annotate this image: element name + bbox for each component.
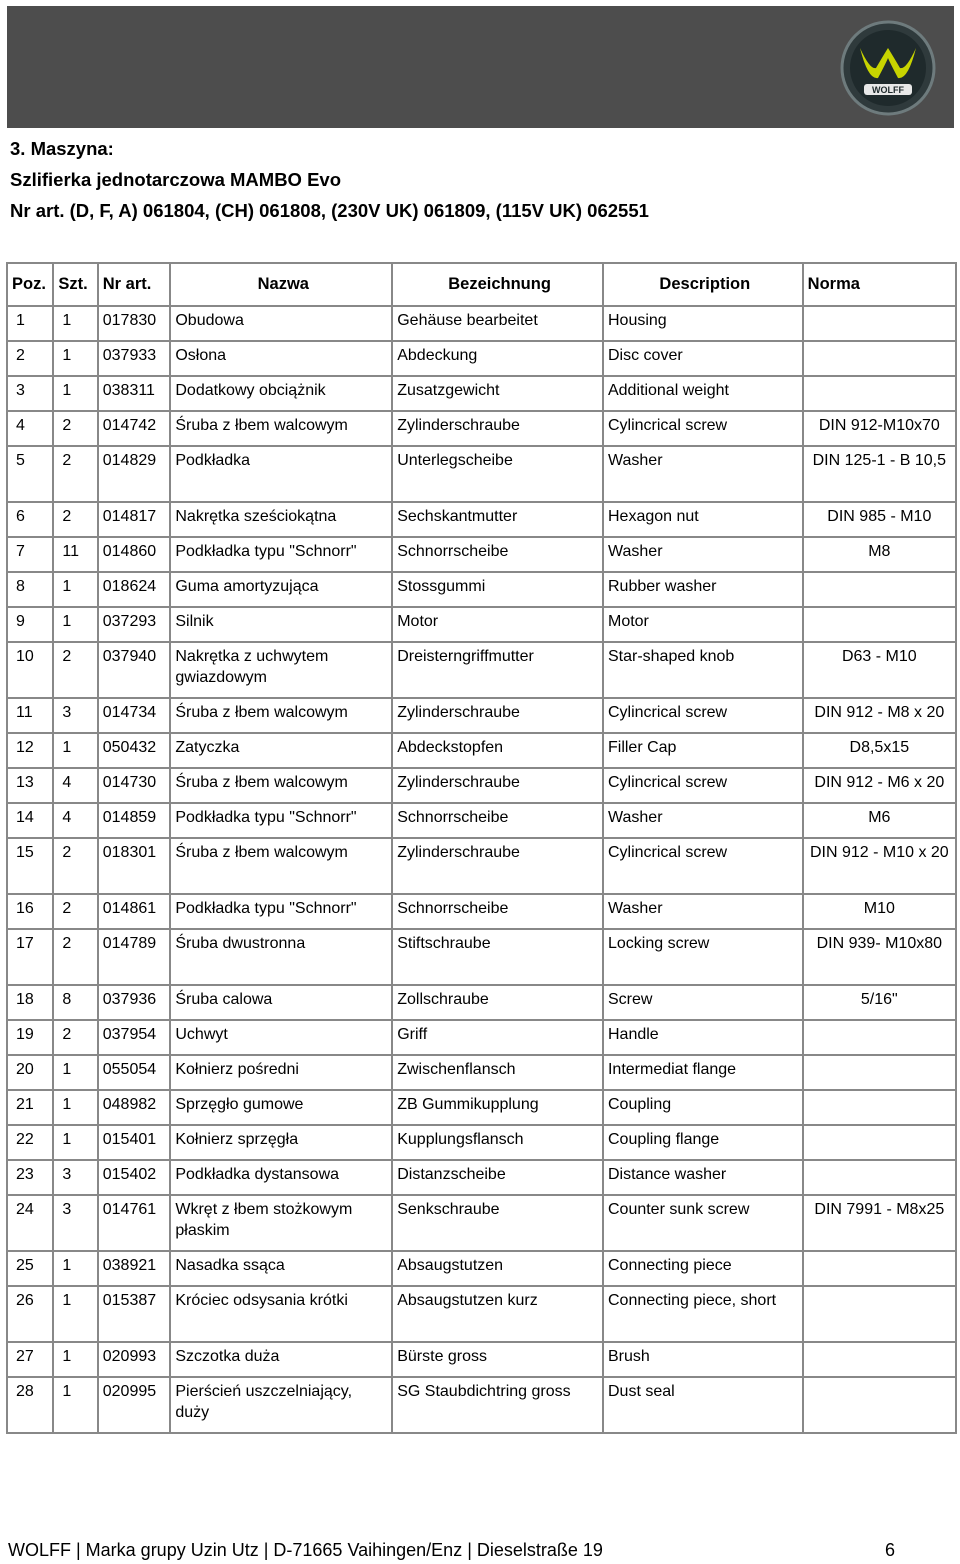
table-row (7, 985, 956, 1020)
cell-en: Connecting piece (603, 1251, 803, 1286)
table-row (7, 537, 956, 572)
cell-qty: 3 (53, 1160, 97, 1195)
cell-de: Schnorrscheibe (392, 894, 603, 929)
cell-pos: 3 (7, 376, 53, 411)
cell-de: Zylinderschraube (392, 768, 603, 803)
table-row (7, 1286, 956, 1342)
cell-art: 020995 (98, 1377, 171, 1433)
cell-qty: 2 (53, 838, 97, 894)
cell-norm (803, 572, 956, 607)
cell-qty: 1 (53, 733, 97, 768)
cell-en: Brush (603, 1342, 803, 1377)
header-banner (7, 6, 954, 128)
cell-en: Housing (603, 306, 803, 341)
cell-norm (803, 1251, 956, 1286)
cell-norm: M10 (803, 894, 956, 929)
cell-norm: D8,5x15 (803, 733, 956, 768)
cell-pl: Silnik (170, 607, 392, 642)
cell-art: 037940 (98, 642, 171, 698)
table-row (7, 1251, 956, 1286)
cell-pos: 7 (7, 537, 53, 572)
cell-pos: 26 (7, 1286, 53, 1342)
cell-art: 037933 (98, 341, 171, 376)
cell-en: Counter sunk screw (603, 1195, 803, 1251)
cell-qty: 2 (53, 446, 97, 502)
cell-qty: 1 (53, 376, 97, 411)
cell-art: 018301 (98, 838, 171, 894)
cell-pos: 23 (7, 1160, 53, 1195)
cell-pos: 27 (7, 1342, 53, 1377)
page-number: 6 (885, 1540, 896, 1560)
cell-de: Distanzscheibe (392, 1160, 603, 1195)
cell-pl: Sprzęgło gumowe (170, 1090, 392, 1125)
table-row (7, 733, 956, 768)
cell-en: Screw (603, 985, 803, 1020)
wolff-logo (838, 18, 938, 118)
cell-norm (803, 341, 956, 376)
table-row (7, 894, 956, 929)
cell-en: Additional weight (603, 376, 803, 411)
cell-pl: Podkładka typu "Schnorr" (170, 537, 392, 572)
cell-en: Rubber washer (603, 572, 803, 607)
cell-pl: Podkładka dystansowa (170, 1160, 392, 1195)
cell-pos: 12 (7, 733, 53, 768)
cell-pl: Kołnierz pośredni (170, 1055, 392, 1090)
table-row (7, 1090, 956, 1125)
column-header-pos: Poz. (7, 263, 53, 306)
cell-en: Cylincrical screw (603, 411, 803, 446)
cell-pos: 24 (7, 1195, 53, 1251)
logo-text: WOLFF (872, 85, 904, 95)
column-header-norm: Norma (803, 263, 956, 306)
cell-art: 055054 (98, 1055, 171, 1090)
cell-norm (803, 1160, 956, 1195)
cell-pl: Śruba z łbem walcowym (170, 838, 392, 894)
cell-pl: Dodatkowy obciążnik (170, 376, 392, 411)
cell-pl: Podkładka typu "Schnorr" (170, 803, 392, 838)
cell-en: Disc cover (603, 341, 803, 376)
table-row (7, 698, 956, 733)
cell-de: Zusatzgewicht (392, 376, 603, 411)
cell-pos: 28 (7, 1377, 53, 1433)
cell-de: Absaugstutzen kurz (392, 1286, 603, 1342)
cell-pl: Obudowa (170, 306, 392, 341)
cell-pos: 18 (7, 985, 53, 1020)
cell-de: Absaugstutzen (392, 1251, 603, 1286)
cell-pl: Śruba z łbem walcowym (170, 411, 392, 446)
cell-de: Gehäuse bearbeitet (392, 306, 603, 341)
cell-art: 014861 (98, 894, 171, 929)
table-row (7, 1125, 956, 1160)
cell-en: Intermediat flange (603, 1055, 803, 1090)
cell-pl: Guma amortyzująca (170, 572, 392, 607)
cell-norm: DIN 912 - M8 x 20 (803, 698, 956, 733)
cell-de: Zollschraube (392, 985, 603, 1020)
cell-norm (803, 1342, 956, 1377)
cell-de: ZB Gummikupplung (392, 1090, 603, 1125)
cell-norm: DIN 912 - M10 x 20 (803, 838, 956, 894)
cell-qty: 3 (53, 698, 97, 733)
table-row (7, 1195, 956, 1251)
table-row (7, 1020, 956, 1055)
cell-en: Locking screw (603, 929, 803, 985)
column-header-en: Description (603, 263, 803, 306)
table-row (7, 838, 956, 894)
article-numbers: Nr art. (D, F, A) 061804, (CH) 061808, (230V UK) 061809, (115V UK) 062551 (10, 200, 649, 221)
cell-art: 014761 (98, 1195, 171, 1251)
cell-norm: DIN 939- M10x80 (803, 929, 956, 985)
cell-pos: 20 (7, 1055, 53, 1090)
footer-text: WOLFF | Marka grupy Uzin Utz | D-71665 Vaihingen/Enz | Dieselstraße 19 (8, 1540, 603, 1560)
cell-norm (803, 1286, 956, 1342)
cell-pos: 16 (7, 894, 53, 929)
cell-qty: 3 (53, 1195, 97, 1251)
cell-art: 015387 (98, 1286, 171, 1342)
cell-qty: 4 (53, 803, 97, 838)
cell-qty: 2 (53, 894, 97, 929)
cell-en: Handle (603, 1020, 803, 1055)
cell-en: Washer (603, 537, 803, 572)
cell-en: Connecting piece, short (603, 1286, 803, 1342)
cell-qty: 4 (53, 768, 97, 803)
cell-norm: DIN 985 - M10 (803, 502, 956, 537)
cell-en: Washer (603, 894, 803, 929)
cell-de: Bürste gross (392, 1342, 603, 1377)
cell-pos: 13 (7, 768, 53, 803)
cell-pos: 9 (7, 607, 53, 642)
cell-art: 048982 (98, 1090, 171, 1125)
cell-en: Coupling flange (603, 1125, 803, 1160)
cell-pos: 8 (7, 572, 53, 607)
cell-qty: 2 (53, 502, 97, 537)
table-row (7, 502, 956, 537)
parts-table (6, 262, 957, 1434)
cell-norm: D63 - M10 (803, 642, 956, 698)
cell-en: Cylincrical screw (603, 768, 803, 803)
cell-art: 015401 (98, 1125, 171, 1160)
cell-de: Motor (392, 607, 603, 642)
cell-art: 038921 (98, 1251, 171, 1286)
cell-art: 014829 (98, 446, 171, 502)
cell-art: 014730 (98, 768, 171, 803)
cell-pos: 5 (7, 446, 53, 502)
cell-art: 014859 (98, 803, 171, 838)
table-row (7, 1377, 956, 1433)
cell-en: Star-shaped knob (603, 642, 803, 698)
table-row (7, 572, 956, 607)
cell-de: Zylinderschraube (392, 411, 603, 446)
cell-pos: 19 (7, 1020, 53, 1055)
cell-en: Washer (603, 803, 803, 838)
cell-norm: DIN 912-M10x70 (803, 411, 956, 446)
table-row (7, 1342, 956, 1377)
cell-norm: M6 (803, 803, 956, 838)
cell-pos: 11 (7, 698, 53, 733)
cell-de: Zylinderschraube (392, 698, 603, 733)
cell-art: 015402 (98, 1160, 171, 1195)
cell-pos: 10 (7, 642, 53, 698)
table-row (7, 768, 956, 803)
cell-de: Zwischenflansch (392, 1055, 603, 1090)
cell-pl: Nakrętka sześciokątna (170, 502, 392, 537)
cell-qty: 2 (53, 642, 97, 698)
table-row (7, 446, 956, 502)
cell-en: Filler Cap (603, 733, 803, 768)
cell-en: Washer (603, 446, 803, 502)
cell-pl: Śruba dwustronna (170, 929, 392, 985)
cell-de: Schnorrscheibe (392, 803, 603, 838)
cell-art: 014789 (98, 929, 171, 985)
cell-pl: Podkładka typu "Schnorr" (170, 894, 392, 929)
column-header-art: Nr art. (98, 263, 171, 306)
cell-pl: Śruba z łbem walcowym (170, 768, 392, 803)
cell-qty: 8 (53, 985, 97, 1020)
cell-norm (803, 1125, 956, 1160)
cell-de: Schnorrscheibe (392, 537, 603, 572)
cell-norm (803, 306, 956, 341)
table-header-row (7, 263, 956, 306)
cell-qty: 2 (53, 929, 97, 985)
cell-de: Griff (392, 1020, 603, 1055)
cell-pos: 17 (7, 929, 53, 985)
cell-qty: 1 (53, 1125, 97, 1160)
cell-norm: DIN 912 - M6 x 20 (803, 768, 956, 803)
column-header-qty: Szt. (53, 263, 97, 306)
column-header-pl: Nazwa (170, 263, 392, 306)
cell-qty: 1 (53, 1090, 97, 1125)
cell-art: 037293 (98, 607, 171, 642)
cell-qty: 1 (53, 1286, 97, 1342)
cell-pl: Nakrętka z uchwytem gwiazdowym (170, 642, 392, 698)
table-row (7, 1160, 956, 1195)
cell-pos: 14 (7, 803, 53, 838)
cell-pl: Uchwyt (170, 1020, 392, 1055)
cell-art: 018624 (98, 572, 171, 607)
cell-qty: 1 (53, 572, 97, 607)
cell-pl: Króciec odsysania krótki (170, 1286, 392, 1342)
cell-qty: 1 (53, 306, 97, 341)
cell-qty: 2 (53, 1020, 97, 1055)
cell-norm (803, 1055, 956, 1090)
table-row (7, 642, 956, 698)
cell-qty: 2 (53, 411, 97, 446)
table-row (7, 411, 956, 446)
table-row (7, 929, 956, 985)
cell-de: Unterlegscheibe (392, 446, 603, 502)
cell-art: 037936 (98, 985, 171, 1020)
cell-art: 014860 (98, 537, 171, 572)
cell-qty: 1 (53, 1342, 97, 1377)
cell-pl: Wkręt z łbem stożkowym płaskim (170, 1195, 392, 1251)
cell-pos: 4 (7, 411, 53, 446)
table-row (7, 607, 956, 642)
cell-pos: 15 (7, 838, 53, 894)
table-row (7, 376, 956, 411)
cell-de: Zylinderschraube (392, 838, 603, 894)
cell-norm: DIN 125-1 - B 10,5 (803, 446, 956, 502)
cell-pl: Osłona (170, 341, 392, 376)
section-heading: 3. Maszyna: (10, 138, 114, 159)
cell-art: 020993 (98, 1342, 171, 1377)
cell-art: 017830 (98, 306, 171, 341)
cell-pos: 6 (7, 502, 53, 537)
cell-norm (803, 1020, 956, 1055)
cell-de: Kupplungsflansch (392, 1125, 603, 1160)
cell-en: Cylincrical screw (603, 838, 803, 894)
cell-en: Dust seal (603, 1377, 803, 1433)
cell-en: Coupling (603, 1090, 803, 1125)
cell-de: Stossgummi (392, 572, 603, 607)
cell-qty: 1 (53, 1055, 97, 1090)
cell-pl: Śruba z łbem walcowym (170, 698, 392, 733)
cell-art: 014817 (98, 502, 171, 537)
cell-de: Stiftschraube (392, 929, 603, 985)
cell-pos: 21 (7, 1090, 53, 1125)
cell-pl: Nasadka ssąca (170, 1251, 392, 1286)
cell-norm (803, 1090, 956, 1125)
cell-de: Abdeckung (392, 341, 603, 376)
cell-pl: Szczotka duża (170, 1342, 392, 1377)
cell-de: Abdeckstopfen (392, 733, 603, 768)
cell-norm: DIN 7991 - M8x25 (803, 1195, 956, 1251)
cell-pos: 1 (7, 306, 53, 341)
cell-de: SG Staubdichtring gross (392, 1377, 603, 1433)
cell-pos: 22 (7, 1125, 53, 1160)
table-row (7, 1055, 956, 1090)
cell-art: 014734 (98, 698, 171, 733)
cell-norm: 5/16" (803, 985, 956, 1020)
cell-qty: 1 (53, 607, 97, 642)
cell-en: Motor (603, 607, 803, 642)
cell-de: Dreisterngriffmutter (392, 642, 603, 698)
cell-norm (803, 1377, 956, 1433)
cell-qty: 1 (53, 1377, 97, 1433)
cell-en: Cylincrical screw (603, 698, 803, 733)
cell-pos: 25 (7, 1251, 53, 1286)
cell-qty: 1 (53, 341, 97, 376)
table-row (7, 341, 956, 376)
cell-norm (803, 376, 956, 411)
cell-art: 014742 (98, 411, 171, 446)
cell-de: Sechskantmutter (392, 502, 603, 537)
cell-de: Senkschraube (392, 1195, 603, 1251)
cell-pl: Podkładka (170, 446, 392, 502)
table-row (7, 803, 956, 838)
column-header-de: Bezeichnung (392, 263, 603, 306)
cell-art: 050432 (98, 733, 171, 768)
cell-en: Hexagon nut (603, 502, 803, 537)
cell-norm: M8 (803, 537, 956, 572)
cell-pl: Zatyczka (170, 733, 392, 768)
machine-name: Szlifierka jednotarczowa MAMBO Evo (10, 169, 342, 190)
cell-qty: 1 (53, 1251, 97, 1286)
table-row (7, 306, 956, 341)
cell-en: Distance washer (603, 1160, 803, 1195)
cell-qty: 11 (53, 537, 97, 572)
cell-pos: 2 (7, 341, 53, 376)
cell-art: 038311 (98, 376, 171, 411)
cell-pl: Kołnierz sprzęgła (170, 1125, 392, 1160)
cell-art: 037954 (98, 1020, 171, 1055)
cell-pl: Śruba calowa (170, 985, 392, 1020)
cell-norm (803, 607, 956, 642)
cell-pl: Pierścień uszczelniający, duży (170, 1377, 392, 1433)
